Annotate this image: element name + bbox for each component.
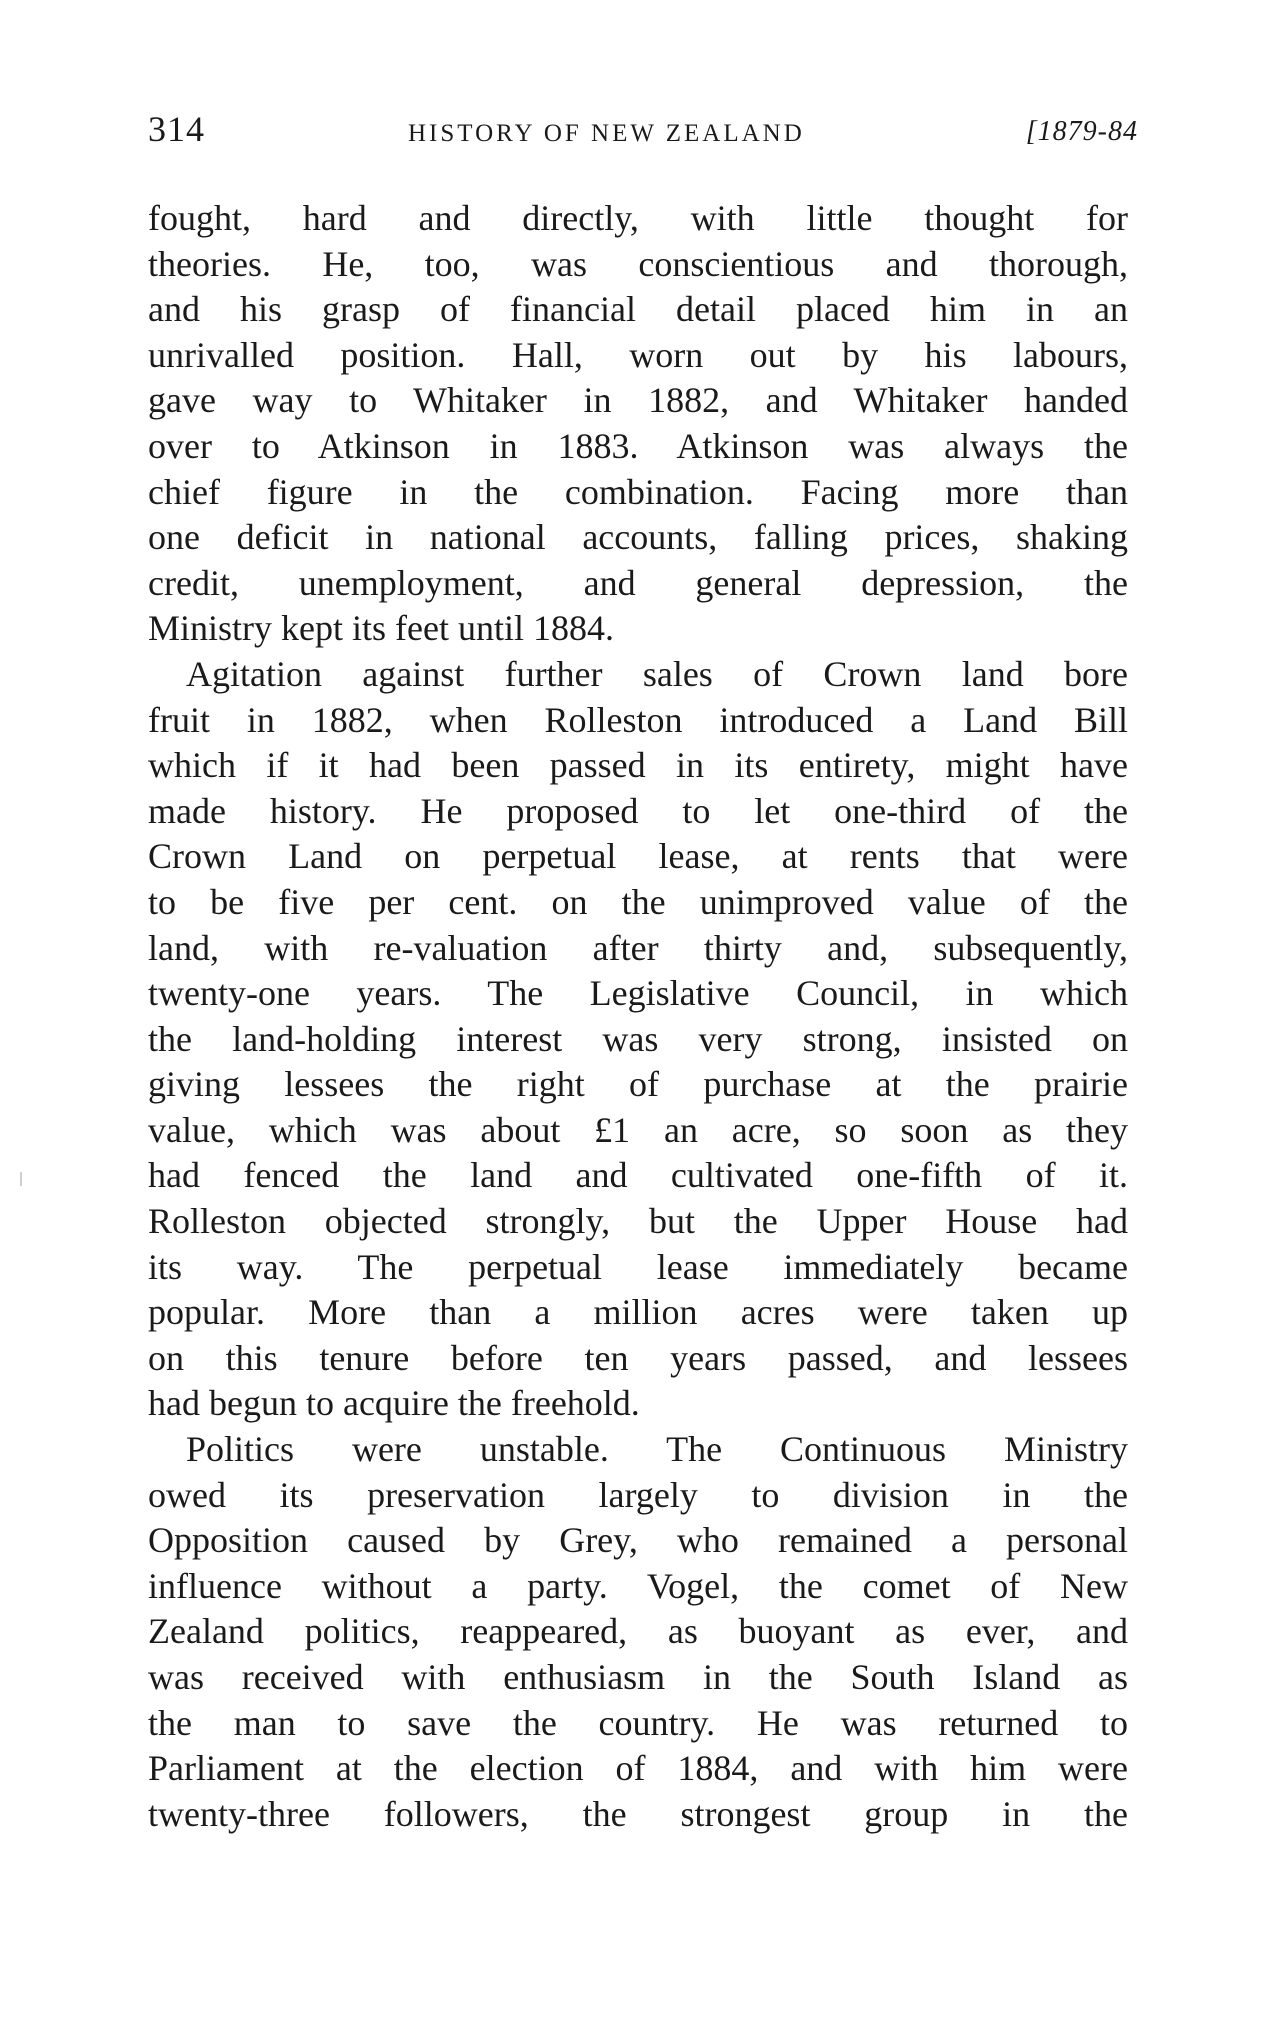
text-line: was received with enthusiasm in the South Island as	[148, 1657, 1128, 1697]
text-line: Parliament at the election of 1884, and with him were	[148, 1748, 1128, 1789]
text-line: to be five per cent. on the unimproved value of the	[148, 881, 1128, 922]
text-line: unrivalled position. Hall, worn out by his labours,	[148, 334, 1128, 375]
text-line: land, with re-valuation after thirty and, subsequently,	[148, 927, 1128, 968]
text-line: value, which was about £1 an acre, so soon as they	[148, 1109, 1128, 1150]
text-line: giving lessees the right of purchase at the prairie	[148, 1064, 1128, 1105]
text-line: on this tenure before ten years passed, and lessees	[148, 1337, 1128, 1378]
text-line: Politics were unstable. The Continuous Ministry	[186, 1429, 1128, 1470]
text-line: the man to save the country. He was returned to	[148, 1702, 1128, 1743]
text-line: over to Atkinson in 1883. Atkinson was always the	[148, 425, 1128, 466]
text-line: Opposition caused by Grey, who remained a personal	[148, 1520, 1128, 1561]
text-line: influence without a party. Vogel, the comet of New	[148, 1565, 1128, 1606]
text-line: Agitation against further sales of Crown land bore	[186, 653, 1128, 694]
body-text	[148, 196, 1128, 1837]
text-line: Ministry kept its feet until 1884.	[148, 608, 614, 649]
running-title: HISTORY OF NEW ZEALAND	[408, 120, 805, 147]
text-line: popular. More than a million acres were taken up	[148, 1292, 1128, 1333]
text-line: and his grasp of financial detail placed him in an	[148, 289, 1128, 330]
text-line: twenty-one years. The Legislative Council, in which	[148, 973, 1128, 1014]
text-line: Zealand politics, reappeared, as buoyant as ever, and	[148, 1611, 1128, 1652]
text-line: credit, unemployment, and general depression, the	[148, 562, 1128, 603]
page-header	[148, 108, 1138, 158]
text-line: twenty-three followers, the strongest group in the	[148, 1793, 1128, 1834]
text-line: theories. He, too, was conscientious and thorough,	[148, 243, 1128, 284]
date-range: [1879-84	[1025, 116, 1138, 147]
text-line: Rolleston objected strongly, but the Upper House had	[148, 1201, 1128, 1242]
text-line: fruit in 1882, when Rolleston introduced a Land Bill	[148, 699, 1128, 740]
text-line: its way. The perpetual lease immediately became	[148, 1246, 1128, 1287]
text-line: owed its preservation largely to division in the	[148, 1474, 1128, 1515]
text-line: Crown Land on perpetual lease, at rents that were	[148, 836, 1128, 877]
text-line: gave way to Whitaker in 1882, and Whitaker handed	[148, 380, 1128, 421]
text-line: the land-holding interest was very strong, insisted on	[148, 1018, 1128, 1059]
text-line: had begun to acquire the freehold.	[148, 1383, 640, 1424]
text-line: chief figure in the combination. Facing more than	[148, 471, 1128, 512]
text-line: which if it had been passed in its entirety, might have	[148, 745, 1128, 786]
text-line: one deficit in national accounts, falling prices, shaking	[148, 517, 1128, 558]
text-line: had fenced the land and cultivated one-fifth of it.	[148, 1155, 1128, 1196]
text-line: made history. He proposed to let one-third of the	[148, 790, 1128, 831]
page-number: 314	[148, 109, 205, 149]
text-line: fought, hard and directly, with little thought for	[148, 198, 1128, 238]
scan-edge-mark	[20, 1172, 22, 1186]
